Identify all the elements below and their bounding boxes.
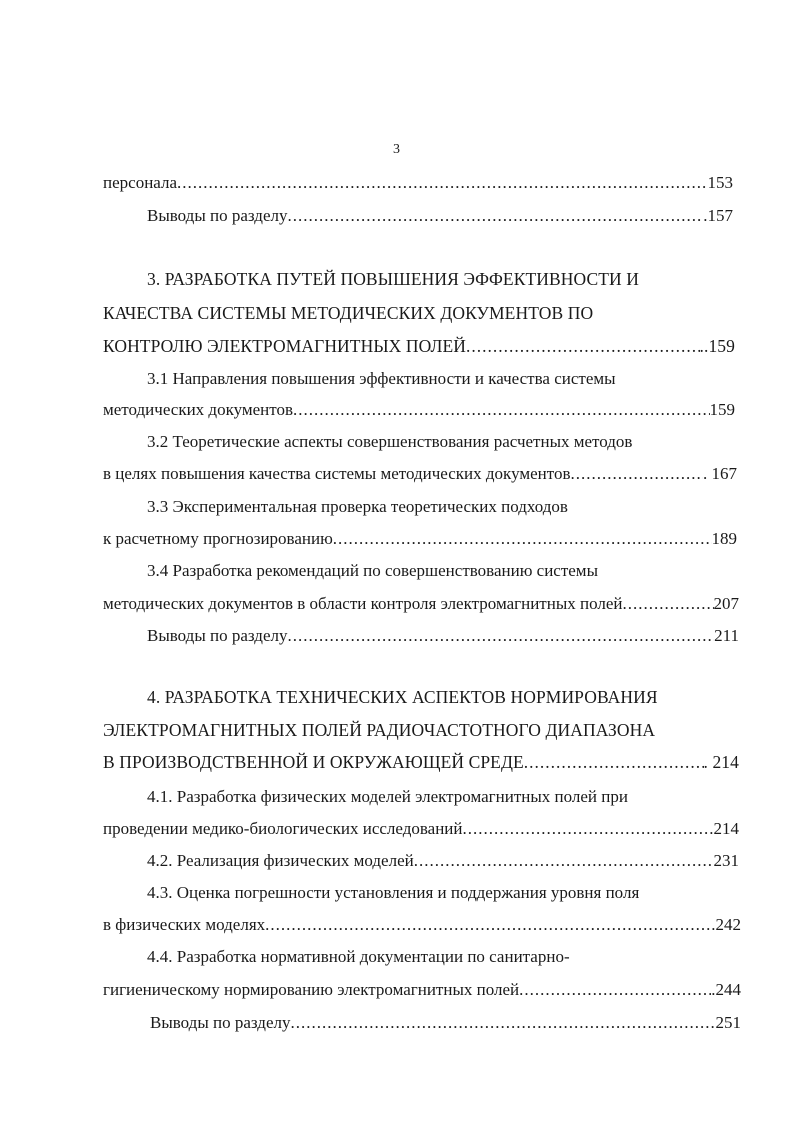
dot-leader [463,818,714,840]
section-heading: ЭЛЕКТРОМАГНИТНЫХ ПОЛЕЙ РАДИОЧАСТОТНОГО ДИАПАЗОНА [103,720,656,740]
toc-entry-page: 189 [711,529,737,548]
toc-entry-title: Выводы по разделу [150,1013,291,1032]
dot-leader [177,172,707,194]
toc-entry [103,172,733,194]
dot-leader [287,625,714,647]
toc-entry-title: 4.1. Разработка физических моделей электромагнитных полей при [147,787,628,806]
toc-entry-page: . 214 [703,752,739,772]
toc-entry-title: гигиеническому нормированию электромагнитных полей [103,980,520,999]
toc-entry-title: В ПРОИЗВОДСТВЕННОЙ И ОКРУЖАЮЩЕЙ СРЕДЕ [103,752,524,772]
dot-leader [287,205,703,227]
toc-entry-page: .242 [711,915,741,934]
toc-entry [103,335,735,357]
toc-entry-title: методических документов [103,400,294,419]
toc-entry [147,625,739,647]
toc-entry-page: 207 [713,594,739,613]
toc-entry-title: 4.2. Реализация физических моделей [147,851,414,870]
dot-leader [623,593,714,615]
toc-entry [103,528,737,550]
toc-entry-title: персонала [103,173,178,192]
toc-entry-page: .244 [711,980,741,999]
toc-entry [103,979,741,1001]
dot-leader [570,463,703,485]
toc-entry-title: 4.3. Оценка погрешности установления и поддержания уровня поля [147,883,640,902]
toc-entry-page: 251 [715,1013,741,1032]
toc-entry [103,914,741,936]
toc-entry-title: 3.1 Направления повышения эффективности и качества системы [147,369,616,388]
toc-entry-page: .157 [703,206,733,225]
toc-entry-title: 4.4. Разработка нормативной документации по санитарно- [147,947,570,966]
toc-entry-title: методических документов в области контроля электромагнитных полей [103,594,623,613]
toc-entry-page: 214 [713,819,739,838]
toc-entry-title: проведении медико-биологических исследований [103,819,463,838]
toc-entry-title: 3.3 Экспериментальная проверка теоретических подходов [147,497,568,516]
section-heading: КАЧЕСТВА СИСТЕМЫ МЕТОДИЧЕСКИХ ДОКУМЕНТОВ ПО [103,303,594,323]
toc-entry [103,751,739,773]
toc-entry-title: Выводы по разделу [147,626,288,645]
section-heading: 4. РАЗРАБОТКА ТЕХНИЧЕСКИХ АСПЕКТОВ НОРМИРОВАНИЯ [147,687,658,707]
dot-leader [333,528,712,550]
dot-leader [293,399,709,421]
toc-entry-page: 153 [707,173,733,192]
toc-entry-page: 159 [709,400,735,419]
dot-leader [519,979,711,1001]
toc-entry [147,850,739,872]
dot-leader [524,751,704,773]
dot-leader [290,1012,715,1034]
toc-entry-title: Выводы по разделу [147,206,288,225]
toc-entry [147,205,733,227]
toc-entry-title: 3.2 Теоретические аспекты совершенствования расчетных методов [147,432,633,451]
toc-entry-title: в физических моделях [103,915,266,934]
toc-entry-page: ..159 [699,336,735,356]
toc-entry-title: КОНТРОЛЮ ЭЛЕКТРОМАГНИТНЫХ ПОЛЕЙ [103,336,466,356]
toc-entry [150,1012,741,1034]
page-number: 3 [393,142,400,157]
toc-entry-title: к расчетному прогнозированию [103,529,333,548]
toc-entry-title: 3.4 Разработка рекомендаций по совершенствованию системы [147,561,598,580]
toc-entry-page: 211 [714,626,739,645]
toc-entry [103,463,737,485]
toc-entry-title: в целях повышения качества системы методических документов [103,464,571,483]
toc-entry [103,818,739,840]
dot-leader [466,335,700,357]
toc-entry [103,399,735,421]
section-heading: 3. РАЗРАБОТКА ПУТЕЙ ПОВЫШЕНИЯ ЭФФЕКТИВНОСТИ И [147,269,639,289]
toc-entry [103,593,739,615]
toc-entry-page: 231 [713,851,739,870]
dot-leader [265,914,711,936]
toc-entry-page: . 167 [703,464,737,483]
dot-leader [414,850,714,872]
